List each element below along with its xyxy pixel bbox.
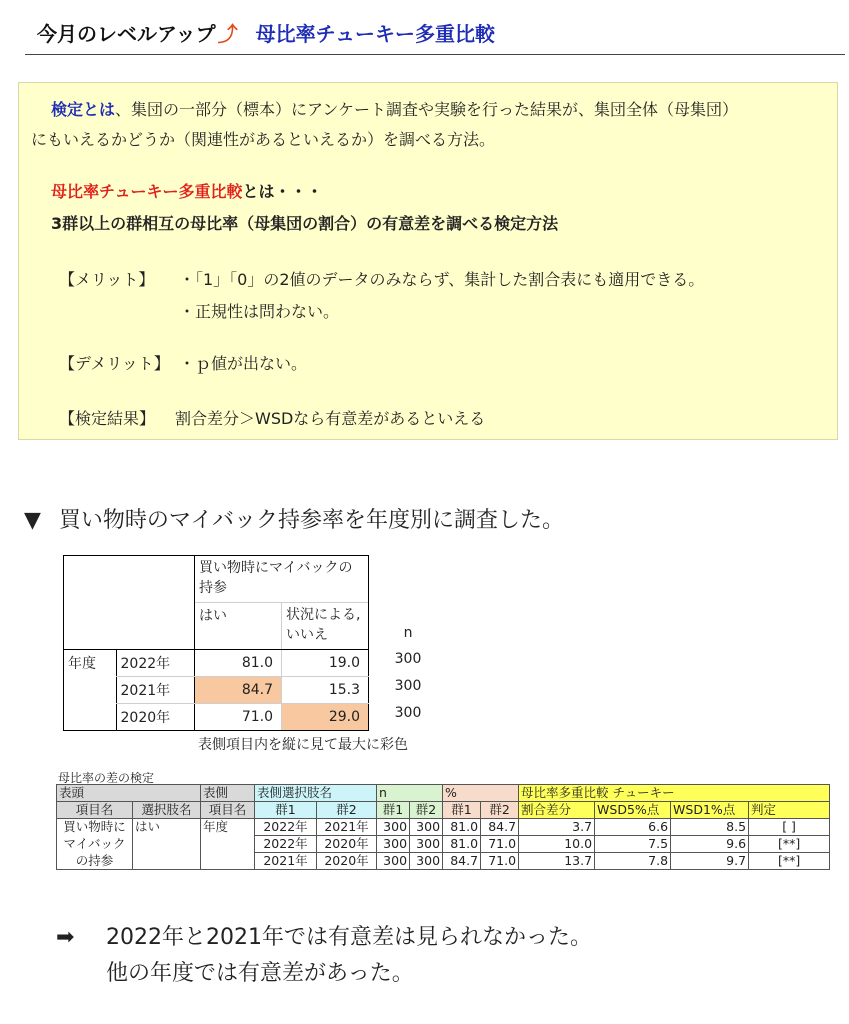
table-row: 2020年 71.0 29.0 bbox=[64, 704, 369, 731]
n-header: n bbox=[403, 625, 413, 641]
n-value: 300 bbox=[394, 678, 422, 694]
method-term: 母比率チューキー多重比較 bbox=[51, 182, 243, 201]
term-kentei: 検定とは bbox=[51, 100, 116, 119]
cross-col-yes: はい bbox=[195, 603, 282, 650]
test-caption: 母比率の差の検定 bbox=[58, 771, 155, 785]
conclusion-line-2: 他の年度では有意差があった。 bbox=[106, 961, 414, 986]
method-description: 3群以上の群相互の母比率（母集団の割合）の有意差を調べる検定方法 bbox=[51, 214, 559, 233]
table-row: 2021年 84.7 15.3 bbox=[64, 677, 369, 704]
table-row: マイバック 2022年 2020年 300 300 81.0 71.0 10.0 7.5 9.6 [**] bbox=[57, 836, 830, 853]
cross-caption: 表側項目内を縦に見て最大に彩色 bbox=[198, 737, 408, 753]
merit-1: ・「1」「0」の2値のデータのみならず、集計した割合表にも適用できる。 bbox=[179, 270, 705, 289]
question-text: 買い物時のマイバック持参率を年度別に調査した。 bbox=[58, 508, 565, 533]
cross-table bbox=[63, 555, 369, 731]
result-text: 割合差分＞WSDなら有意差があるといえる bbox=[175, 409, 486, 428]
cross-header-main: 買い物時にマイバックの 持参 bbox=[195, 556, 369, 603]
test-header-row-2: 項目名 選択肢名 項目名 群1 群2 群1 群2 群1 群2 割合差分 WSD5%点 WSD1%点 判定 bbox=[57, 802, 830, 819]
page-header bbox=[25, 14, 845, 55]
intro-line-1 bbox=[51, 97, 738, 120]
header-lead: 今月のレベルアップ bbox=[37, 22, 216, 46]
merit-2: ・正規性は問わない。 bbox=[179, 302, 340, 321]
triangle-down-icon: ▼ bbox=[24, 508, 41, 533]
n-value: 300 bbox=[394, 705, 422, 721]
test-header-row-1: 表頭 表側 表側選択肢名 n % 母比率多重比較 チューキー bbox=[57, 785, 830, 802]
intro-text-1: 、集団の一部分（標本）にアンケート調査や実験を行った結果が、集団全体（母集団） bbox=[115, 100, 739, 119]
test-table bbox=[56, 784, 830, 870]
max-cell: 29.0 bbox=[282, 704, 369, 731]
up-arrow-icon: ⤴ bbox=[217, 22, 238, 46]
conclusion-line-1: ➡ 2022年と2021年では有意差は見られなかった。 bbox=[56, 920, 592, 956]
survey-question bbox=[24, 503, 564, 534]
row-group-label: 年度 bbox=[64, 650, 117, 677]
page-title: 母比率チューキー多重比較 bbox=[255, 22, 496, 46]
merit-label: 【メリット】 bbox=[59, 270, 155, 289]
conclusion bbox=[56, 920, 592, 992]
right-arrow-icon: ➡ bbox=[56, 925, 75, 950]
table-row: の持参 2021年 2020年 300 300 84.7 71.0 13.7 7.8 9.7 [**] bbox=[57, 853, 830, 870]
table-row: 買い物時に はい 年度 2022年 2021年 300 300 81.0 84.7 3.7 6.6 8.5 [ ] bbox=[57, 819, 830, 836]
n-value: 300 bbox=[394, 651, 422, 667]
explanation-box bbox=[18, 82, 838, 440]
table-row: 年度 2022年 81.0 19.0 bbox=[64, 650, 369, 677]
method-line bbox=[51, 179, 323, 202]
intro-line-2: にもいえるかどうか（関連性があるといえるか）を調べる方法。 bbox=[31, 130, 496, 149]
demerit-label: 【デメリット】 bbox=[59, 354, 170, 373]
demerit-1: ・ｐ値が出ない。 bbox=[179, 354, 308, 373]
max-cell: 84.7 bbox=[195, 677, 282, 704]
method-suffix: とは・・・ bbox=[242, 182, 323, 201]
result-label: 【検定結果】 bbox=[59, 409, 156, 428]
cross-col-other: 状況による, いいえ bbox=[282, 603, 369, 650]
